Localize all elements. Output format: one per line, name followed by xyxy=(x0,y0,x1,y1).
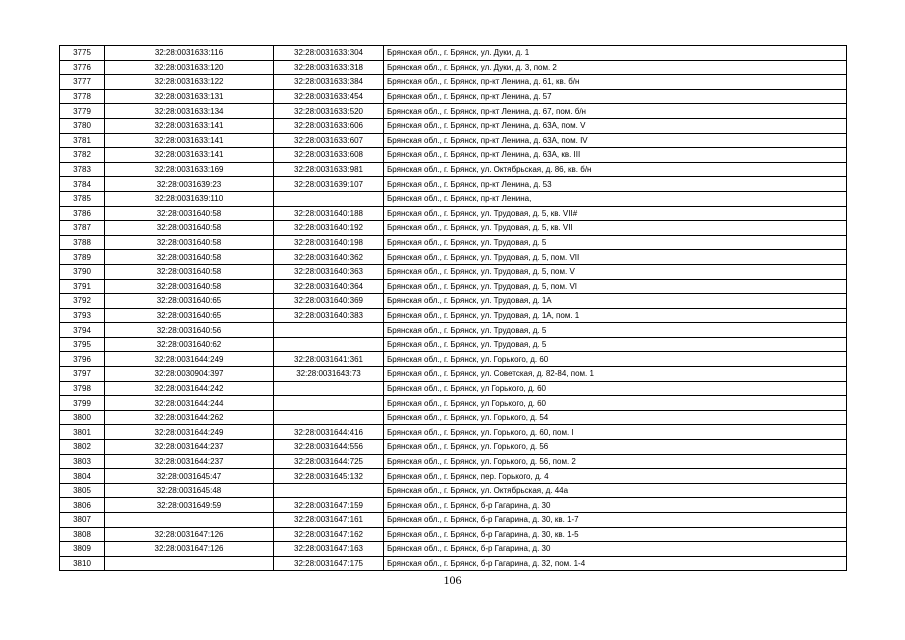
object-number-cell: 32:28:0031641:361 xyxy=(274,352,384,367)
address-cell: Брянская обл., г. Брянск, пр-кт Ленина, д. 63А, кв. III xyxy=(384,148,847,163)
table-row xyxy=(60,542,847,557)
object-number-cell: 32:28:0031647:175 xyxy=(274,556,384,571)
land-parcel-number-cell: 32:28:0031640:58 xyxy=(105,250,274,265)
row-number-cell: 3808 xyxy=(60,527,105,542)
object-number-cell: 32:28:0031640:192 xyxy=(274,221,384,236)
row-number-cell: 3777 xyxy=(60,75,105,90)
row-number-cell: 3804 xyxy=(60,469,105,484)
object-number-cell: 32:28:0031644:725 xyxy=(274,454,384,469)
table-row xyxy=(60,469,847,484)
object-number-cell: 32:28:0031639:107 xyxy=(274,177,384,192)
table-row xyxy=(60,323,847,338)
address-cell: Брянская обл., г. Брянск, ул. Трудовая, д. 5 xyxy=(384,235,847,250)
object-number-cell: 32:28:0031647:159 xyxy=(274,498,384,513)
row-number-cell: 3785 xyxy=(60,191,105,206)
address-cell: Брянская обл., г. Брянск, пр-кт Ленина, д. 53 xyxy=(384,177,847,192)
land-parcel-number-cell: 32:28:0031644:244 xyxy=(105,396,274,411)
object-number-cell: 32:28:0031644:416 xyxy=(274,425,384,440)
land-parcel-number-cell: 32:28:0031644:237 xyxy=(105,440,274,455)
address-cell: Брянская обл., г. Брянск, ул. Трудовая, д. 5, пом. VI xyxy=(384,279,847,294)
address-cell: Брянская обл., г. Брянск, пр-кт Ленина, д. 57 xyxy=(384,89,847,104)
land-parcel-number-cell xyxy=(105,513,274,528)
row-number-cell: 3780 xyxy=(60,118,105,133)
table-row xyxy=(60,513,847,528)
table-row xyxy=(60,46,847,61)
object-number-cell: 32:28:0031640:363 xyxy=(274,264,384,279)
table-row xyxy=(60,337,847,352)
land-parcel-number-cell: 32:28:0031644:242 xyxy=(105,381,274,396)
land-parcel-number-cell: 32:28:0031633:141 xyxy=(105,133,274,148)
object-number-cell: 32:28:0031644:556 xyxy=(274,440,384,455)
row-number-cell: 3787 xyxy=(60,221,105,236)
row-number-cell: 3779 xyxy=(60,104,105,119)
object-number-cell xyxy=(274,483,384,498)
object-number-cell xyxy=(274,396,384,411)
row-number-cell: 3783 xyxy=(60,162,105,177)
land-parcel-number-cell: 32:28:0031633:116 xyxy=(105,46,274,61)
row-number-cell: 3807 xyxy=(60,513,105,528)
object-number-cell: 32:28:0031633:384 xyxy=(274,75,384,90)
address-cell: Брянская обл., г. Брянск, пр-кт Ленина, д. 63А, пом. IV xyxy=(384,133,847,148)
row-number-cell: 3792 xyxy=(60,294,105,309)
object-number-cell: 32:28:0031645:132 xyxy=(274,469,384,484)
land-parcel-number-cell: 32:28:0031633:134 xyxy=(105,104,274,119)
table-row xyxy=(60,104,847,119)
object-number-cell: 32:28:0031633:981 xyxy=(274,162,384,177)
row-number-cell: 3790 xyxy=(60,264,105,279)
cadastral-table-body xyxy=(60,46,847,571)
land-parcel-number-cell: 32:28:0031640:58 xyxy=(105,221,274,236)
table-row xyxy=(60,367,847,382)
object-number-cell: 32:28:0031633:454 xyxy=(274,89,384,104)
address-cell: Брянская обл., г. Брянск, ул. Трудовая, д. 5, пом. VII xyxy=(384,250,847,265)
land-parcel-number-cell: 32:28:0031640:62 xyxy=(105,337,274,352)
object-number-cell: 32:28:0031640:188 xyxy=(274,206,384,221)
address-cell: Брянская обл., г. Брянск, ул. Горького, д. 60 xyxy=(384,352,847,367)
address-cell: Брянская обл., г. Брянск, ул. Трудовая, д. 1А, пом. 1 xyxy=(384,308,847,323)
object-number-cell: 32:28:0031640:364 xyxy=(274,279,384,294)
land-parcel-number-cell: 32:28:0031649:59 xyxy=(105,498,274,513)
table-row xyxy=(60,177,847,192)
object-number-cell: 32:28:0031647:163 xyxy=(274,542,384,557)
row-number-cell: 3800 xyxy=(60,410,105,425)
land-parcel-number-cell: 32:28:0031644:249 xyxy=(105,425,274,440)
row-number-cell: 3794 xyxy=(60,323,105,338)
table-row xyxy=(60,498,847,513)
address-cell: Брянская обл., г. Брянск, ул. Дуки, д. 1 xyxy=(384,46,847,61)
address-cell: Брянская обл., г. Брянск, пр-кт Ленина, д. 67, пом. б/н xyxy=(384,104,847,119)
table-row xyxy=(60,118,847,133)
row-number-cell: 3806 xyxy=(60,498,105,513)
table-row xyxy=(60,191,847,206)
row-number-cell: 3798 xyxy=(60,381,105,396)
table-row xyxy=(60,206,847,221)
address-cell: Брянская обл., г. Брянск, б-р Гагарина, д. 30 xyxy=(384,542,847,557)
address-cell: Брянская обл., г. Брянск, б-р Гагарина, д. 30 xyxy=(384,498,847,513)
table-row xyxy=(60,556,847,571)
land-parcel-number-cell: 32:28:0031644:237 xyxy=(105,454,274,469)
table-row xyxy=(60,133,847,148)
row-number-cell: 3802 xyxy=(60,440,105,455)
address-cell: Брянская обл., г. Брянск, ул. Трудовая, д. 5, кв. VII xyxy=(384,221,847,236)
address-cell: Брянская обл., г. Брянск, ул. Дуки, д. 3, пом. 2 xyxy=(384,60,847,75)
row-number-cell: 3809 xyxy=(60,542,105,557)
table-row xyxy=(60,483,847,498)
land-parcel-number-cell xyxy=(105,556,274,571)
table-row xyxy=(60,235,847,250)
table-row xyxy=(60,250,847,265)
table-row xyxy=(60,381,847,396)
land-parcel-number-cell: 32:28:0031645:48 xyxy=(105,483,274,498)
object-number-cell: 32:28:0031647:162 xyxy=(274,527,384,542)
object-number-cell: 32:28:0031633:318 xyxy=(274,60,384,75)
row-number-cell: 3775 xyxy=(60,46,105,61)
land-parcel-number-cell: 32:28:0031633:122 xyxy=(105,75,274,90)
table-row xyxy=(60,440,847,455)
object-number-cell: 32:28:0031643:73 xyxy=(274,367,384,382)
land-parcel-number-cell: 32:28:0031640:58 xyxy=(105,279,274,294)
land-parcel-number-cell: 32:28:0031640:58 xyxy=(105,264,274,279)
object-number-cell: 32:28:0031633:304 xyxy=(274,46,384,61)
row-number-cell: 3796 xyxy=(60,352,105,367)
land-parcel-number-cell: 32:28:0031640:58 xyxy=(105,206,274,221)
table-row xyxy=(60,75,847,90)
table-row xyxy=(60,527,847,542)
address-cell: Брянская обл., г. Брянск, б-р Гагарина, д. 30, кв. 1-7 xyxy=(384,513,847,528)
object-number-cell xyxy=(274,410,384,425)
address-cell: Брянская обл., г. Брянск, ул Горького, д. 60 xyxy=(384,381,847,396)
row-number-cell: 3803 xyxy=(60,454,105,469)
land-parcel-number-cell: 32:28:0031640:58 xyxy=(105,235,274,250)
cadastral-table xyxy=(59,45,847,571)
object-number-cell xyxy=(274,191,384,206)
address-cell: Брянская обл., г. Брянск, пр-кт Ленина, xyxy=(384,191,847,206)
object-number-cell: 32:28:0031633:520 xyxy=(274,104,384,119)
land-parcel-number-cell: 32:28:0031633:141 xyxy=(105,148,274,163)
address-cell: Брянская обл., г. Брянск, ул. Октябрьская, д. 44а xyxy=(384,483,847,498)
address-cell: Брянская обл., г. Брянск, пр-кт Ленина, д. 61, кв. б/н xyxy=(384,75,847,90)
object-number-cell xyxy=(274,337,384,352)
address-cell: Брянская обл., г. Брянск, ул. Трудовая, д. 5, кв. VII# xyxy=(384,206,847,221)
address-cell: Брянская обл., г. Брянск, ул. Трудовая, д. 1А xyxy=(384,294,847,309)
land-parcel-number-cell: 32:28:0031645:47 xyxy=(105,469,274,484)
object-number-cell: 32:28:0031633:607 xyxy=(274,133,384,148)
land-parcel-number-cell: 32:28:0031639:110 xyxy=(105,191,274,206)
row-number-cell: 3801 xyxy=(60,425,105,440)
land-parcel-number-cell: 32:28:0031633:120 xyxy=(105,60,274,75)
table-row xyxy=(60,162,847,177)
row-number-cell: 3786 xyxy=(60,206,105,221)
table-row xyxy=(60,89,847,104)
row-number-cell: 3789 xyxy=(60,250,105,265)
page-number: 106 xyxy=(443,573,462,587)
address-cell: Брянская обл., г. Брянск, пер. Горького, д. 4 xyxy=(384,469,847,484)
object-number-cell: 32:28:0031640:369 xyxy=(274,294,384,309)
object-number-cell xyxy=(274,381,384,396)
table-row xyxy=(60,308,847,323)
land-parcel-number-cell: 32:28:0031640:56 xyxy=(105,323,274,338)
table-row xyxy=(60,294,847,309)
land-parcel-number-cell: 32:28:0031640:65 xyxy=(105,294,274,309)
object-number-cell: 32:28:0031640:362 xyxy=(274,250,384,265)
table-row xyxy=(60,454,847,469)
row-number-cell: 3795 xyxy=(60,337,105,352)
table-row xyxy=(60,221,847,236)
land-parcel-number-cell: 32:28:0031633:169 xyxy=(105,162,274,177)
row-number-cell: 3805 xyxy=(60,483,105,498)
table-row xyxy=(60,410,847,425)
object-number-cell: 32:28:0031640:198 xyxy=(274,235,384,250)
table-row xyxy=(60,425,847,440)
object-number-cell: 32:28:0031633:608 xyxy=(274,148,384,163)
row-number-cell: 3797 xyxy=(60,367,105,382)
land-parcel-number-cell: 32:28:0031633:141 xyxy=(105,118,274,133)
row-number-cell: 3784 xyxy=(60,177,105,192)
table-row xyxy=(60,352,847,367)
land-parcel-number-cell: 32:28:0031640:65 xyxy=(105,308,274,323)
row-number-cell: 3791 xyxy=(60,279,105,294)
address-cell: Брянская обл., г. Брянск, ул. Трудовая, д. 5 xyxy=(384,337,847,352)
row-number-cell: 3799 xyxy=(60,396,105,411)
address-cell: Брянская обл., г. Брянск, ул. Трудовая, д. 5, пом. V xyxy=(384,264,847,279)
object-number-cell xyxy=(274,323,384,338)
address-cell: Брянская обл., г. Брянск, пр-кт Ленина, д. 63А, пом. V xyxy=(384,118,847,133)
address-cell: Брянская обл., г. Брянск, ул. Горького, д. 60, пом. I xyxy=(384,425,847,440)
table-row xyxy=(60,60,847,75)
object-number-cell: 32:28:0031640:383 xyxy=(274,308,384,323)
address-cell: Брянская обл., г. Брянск, б-р Гагарина, д. 32, пом. 1-4 xyxy=(384,556,847,571)
row-number-cell: 3793 xyxy=(60,308,105,323)
address-cell: Брянская обл., г. Брянск, ул. Горького, д. 56 xyxy=(384,440,847,455)
address-cell: Брянская обл., г. Брянск, ул. Советская, д. 82-84, пом. 1 xyxy=(384,367,847,382)
table-row xyxy=(60,148,847,163)
object-number-cell: 32:28:0031647:161 xyxy=(274,513,384,528)
table-row xyxy=(60,279,847,294)
land-parcel-number-cell: 32:28:0031647:126 xyxy=(105,527,274,542)
land-parcel-number-cell: 32:28:0031647:126 xyxy=(105,542,274,557)
address-cell: Брянская обл., г. Брянск, б-р Гагарина, д. 30, кв. 1-5 xyxy=(384,527,847,542)
address-cell: Брянская обл., г. Брянск, ул. Октябрьская, д. 86, кв. б/н xyxy=(384,162,847,177)
address-cell: Брянская обл., г. Брянск, ул Горького, д. 60 xyxy=(384,396,847,411)
table-row xyxy=(60,264,847,279)
land-parcel-number-cell: 32:28:0030904:397 xyxy=(105,367,274,382)
row-number-cell: 3776 xyxy=(60,60,105,75)
land-parcel-number-cell: 32:28:0031644:262 xyxy=(105,410,274,425)
row-number-cell: 3781 xyxy=(60,133,105,148)
address-cell: Брянская обл., г. Брянск, ул. Горького, д. 54 xyxy=(384,410,847,425)
row-number-cell: 3778 xyxy=(60,89,105,104)
land-parcel-number-cell: 32:28:0031633:131 xyxy=(105,89,274,104)
row-number-cell: 3782 xyxy=(60,148,105,163)
row-number-cell: 3810 xyxy=(60,556,105,571)
object-number-cell: 32:28:0031633:606 xyxy=(274,118,384,133)
row-number-cell: 3788 xyxy=(60,235,105,250)
land-parcel-number-cell: 32:28:0031639:23 xyxy=(105,177,274,192)
table-row xyxy=(60,396,847,411)
address-cell: Брянская обл., г. Брянск, ул. Горького, д. 56, пом. 2 xyxy=(384,454,847,469)
land-parcel-number-cell: 32:28:0031644:249 xyxy=(105,352,274,367)
address-cell: Брянская обл., г. Брянск, ул. Трудовая, д. 5 xyxy=(384,323,847,338)
